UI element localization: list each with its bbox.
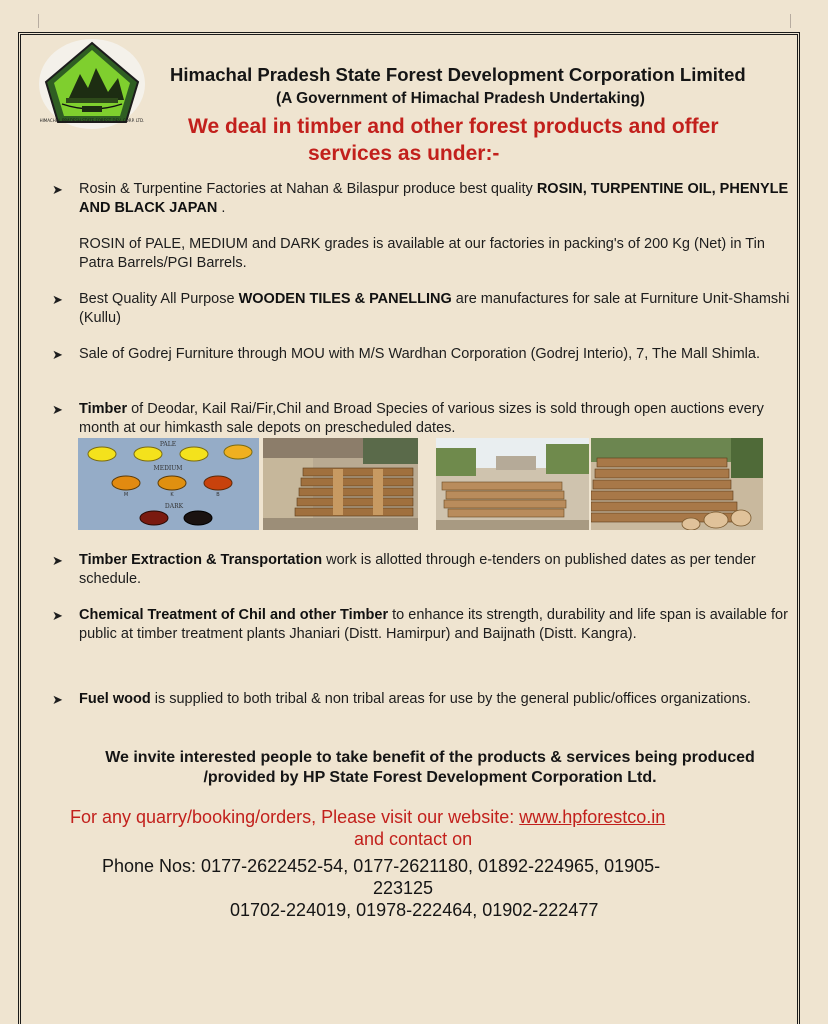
tagline-line1: We deal in timber and other forest products and offer [188,115,719,138]
invite-line2: /provided by HP State Forest Development Corporation Ltd. [203,769,657,786]
svg-text:K: K [170,492,174,498]
svg-text:HIMACHAL PRADESH STATE FOREST: HIMACHAL PRADESH STATE FOREST DEV. CORP. LTD. [39,118,145,123]
website-link[interactable]: www.hpforestco.in [519,807,666,827]
arrow-bullet-icon: ➤ [52,402,63,417]
bullet-godrej [52,345,792,364]
tagline-line2: services as under:- [308,142,500,165]
bullet-timber-extraction [52,551,792,589]
arrow-bullet-icon: ➤ [52,692,63,707]
arrow-bullet-icon: ➤ [52,182,63,197]
rosin-grades-photo [78,438,259,530]
corporation-logo [38,38,146,130]
timber-stack-photo-1 [263,438,418,530]
bullet-text: Fuel wood is supplied to both tribal & non tribal areas for use by the general public/offices organizations. [79,691,751,707]
bullet-text: Timber of Deodar, Kail Rai/Fir,Chil and Broad Species of various sizes is sold through open auctions every month at our himkasth sale depots on prescheduled dates. [79,401,764,436]
arrow-bullet-icon: ➤ [52,553,63,568]
bullet-text: Sale of Godrej Furniture through MOU with M/S Wardhan Corporation (Godrej Interio), 7, The Mall Shimla. [79,346,760,362]
timber-depot-photo [436,438,589,530]
svg-text:B: B [216,492,220,498]
phone-numbers [102,855,792,921]
contact-line2: and contact on [354,829,473,849]
bullet-timber [52,400,792,438]
svg-text:M: M [123,492,129,498]
invite-line1: We invite interested people to take benefit of the products & services being produced [105,749,755,766]
bullet-fuel-wood [52,690,792,709]
phones-line3: 01702-224019, 01978-222464, 01902-222477 [230,900,599,920]
tagline [188,113,788,167]
svg-text:PALE: PALE [159,441,177,448]
bullet-rosin [52,180,792,218]
bullet-text: Chemical Treatment of Chil and other Timber to enhance its strength, durability and life span is available for public at timber treatment plants Jhaniari (Distt. Hamirpur) and Baijnath (Distt. Kangra). [79,607,788,642]
timber-stack-photo-2 [591,438,763,530]
bullet-text: Rosin & Turpentine Factories at Nahan & Bilaspur produce best quality ROSIN, TURPENTINE OIL, PHENYLE AND BLACK JAPAN . [79,181,789,216]
page-title: Himachal Pradesh State Forest Development Corporation Limited [170,64,746,85]
arrow-bullet-icon: ➤ [52,347,63,362]
svg-text:MEDIUM: MEDIUM [153,465,183,472]
contact-info [70,806,790,850]
arrow-bullet-icon: ➤ [52,292,63,307]
bullet-wooden-tiles [52,290,792,328]
svg-text:DARK: DARK [164,503,184,510]
rosin-grades-paragraph: ROSIN of PALE, MEDIUM and DARK grades is available at our factories in packing's of 200 Kg (Net) in Tin Patra Barrels/PGI Barrels. [79,236,765,271]
phones-line2: 223125 [373,878,434,898]
crop-mark-left [38,14,39,28]
bullet-text: Best Quality All Purpose WOODEN TILES & PANELLING are manufactures for sale at Furniture Unit-Shamshi (Kullu) [79,291,790,326]
arrow-bullet-icon: ➤ [52,608,63,623]
invitation-text [70,748,790,788]
crop-mark-right [790,14,791,28]
page-subtitle: (A Government of Himachal Pradesh Undertaking) [276,90,645,107]
phones-line1: Phone Nos: 0177-2622452-54, 0177-2621180, 01892-224965, 01905- [102,856,661,876]
bullet-chemical-treatment [52,606,792,644]
bullet-text: Timber Extraction & Transportation work is allotted through e-tenders on published dates as per tender schedule. [79,552,756,587]
contact-prefix: For any quarry/booking/orders, Please visit our website: [70,807,520,827]
